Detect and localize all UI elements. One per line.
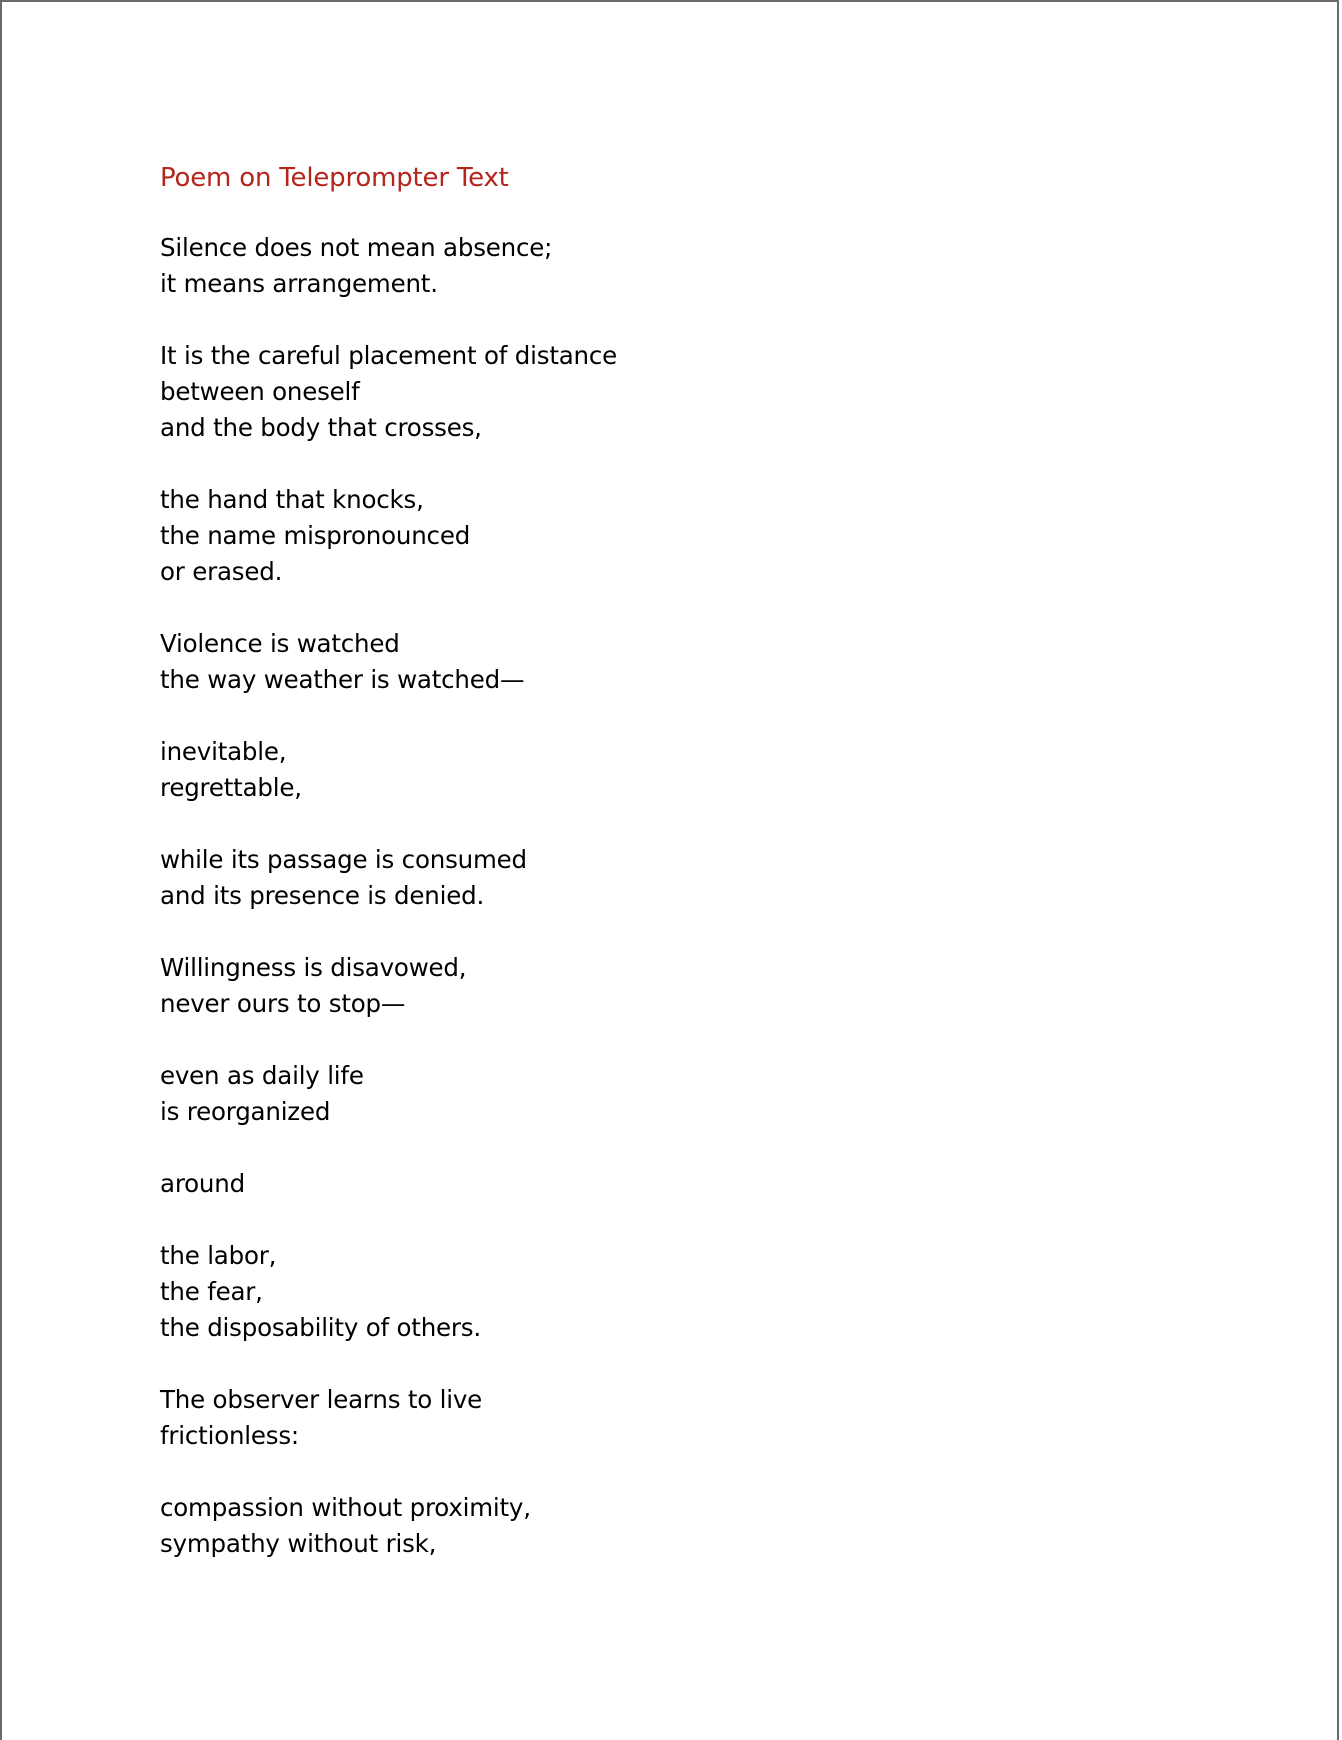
- poem-title: Poem on Teleprompter Text: [160, 163, 509, 193]
- poem-line: it means arrangement.: [160, 269, 438, 298]
- poem-stanza: [160, 1058, 1060, 1130]
- poem-stanza: [160, 1166, 1060, 1202]
- poem-line: compassion without proximity,: [160, 1493, 531, 1522]
- poem-line: around: [160, 1169, 245, 1198]
- poem-line: or erased.: [160, 557, 283, 586]
- poem-stanza: [160, 842, 1060, 914]
- poem-stanza: [160, 626, 1060, 698]
- poem-line: sympathy without risk,: [160, 1529, 437, 1558]
- poem-line: The observer learns to live: [160, 1385, 483, 1414]
- poem-line: even as daily life: [160, 1061, 364, 1090]
- poem-stanza: [160, 1490, 1060, 1562]
- poem-line: the way weather is watched—: [160, 665, 525, 694]
- poem-line: the name mispronounced: [160, 521, 471, 550]
- poem-line: and the body that crosses,: [160, 413, 482, 442]
- poem-line: Violence is watched: [160, 629, 400, 658]
- poem-stanzas: [160, 230, 1060, 1562]
- poem-stanza: [160, 734, 1060, 806]
- poem-line: while its passage is consumed: [160, 845, 527, 874]
- poem-line: frictionless:: [160, 1421, 299, 1450]
- poem-line: and its presence is denied.: [160, 881, 485, 910]
- poem-line: the fear,: [160, 1277, 263, 1306]
- poem-stanza: [160, 230, 1060, 302]
- poem-line: regrettable,: [160, 773, 302, 802]
- poem-stanza: [160, 1382, 1060, 1454]
- poem-line: the hand that knocks,: [160, 485, 424, 514]
- poem-line: inevitable,: [160, 737, 287, 766]
- poem-line: Willingness is disavowed,: [160, 953, 467, 982]
- poem-stanza: [160, 1238, 1060, 1346]
- poem-line: is reorganized: [160, 1097, 331, 1126]
- poem-line: the labor,: [160, 1241, 277, 1270]
- poem-line: never ours to stop—: [160, 989, 406, 1018]
- poem-line: Silence does not mean absence;: [160, 233, 553, 262]
- poem-stanza: [160, 338, 1060, 446]
- poem-line: It is the careful placement of distance: [160, 341, 618, 370]
- poem-body: [160, 158, 1060, 1598]
- poem-stanza: [160, 950, 1060, 1022]
- poem-line: between oneself: [160, 377, 360, 406]
- poem-stanza: [160, 482, 1060, 590]
- poem-line: the disposability of others.: [160, 1313, 481, 1342]
